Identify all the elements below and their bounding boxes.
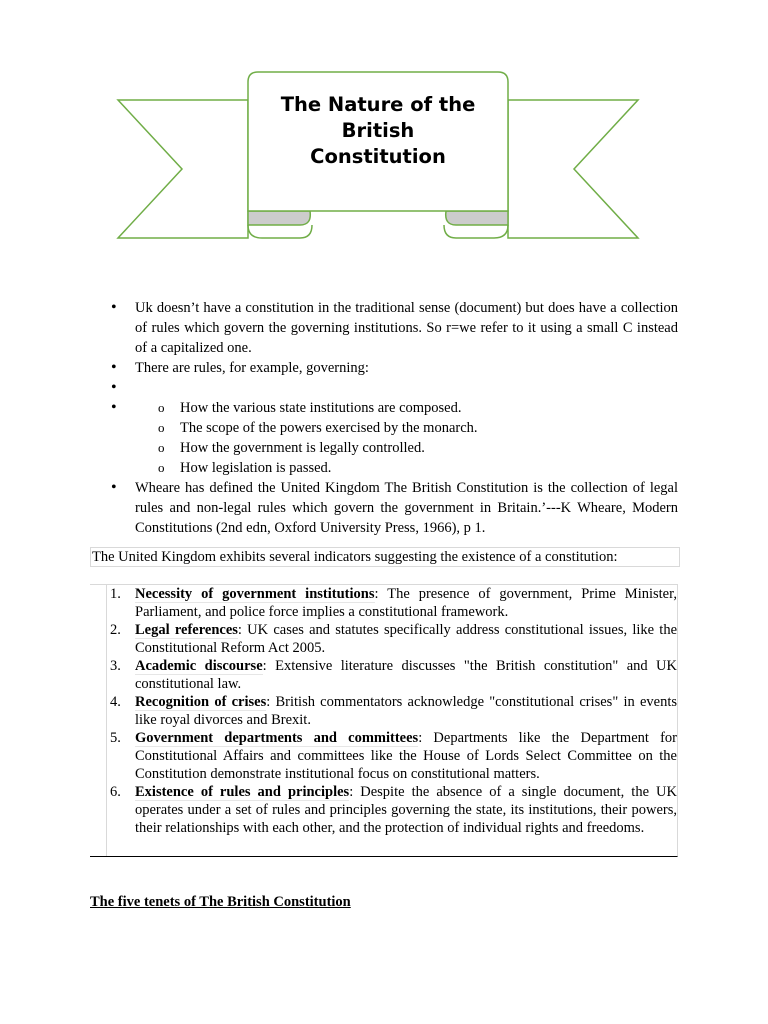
- indicators-box: [90, 584, 678, 857]
- indicator-text: : Extensive literature discusses "the British constitution" and UK constitutional law.: [135, 658, 678, 692]
- sub-bullet-list: [90, 398, 678, 478]
- indicator-term: Existence of rules and principles: [135, 784, 350, 800]
- indicator-term: Recognition of crises: [135, 694, 267, 710]
- blank-line: [90, 378, 678, 398]
- list-item: [90, 358, 678, 378]
- bullet-text: There are rules, for example, governing:: [135, 360, 369, 376]
- indicator-term: Necessity of government institutions: [135, 586, 375, 602]
- indicator-text: : Departments like the Department for Constitutional Affairs and committees like the House of Lords Select Committee on the Constitution demonstrate institutional focus on constitutional matters.: [135, 730, 677, 782]
- indicator-text: : British commentators acknowledge "constitutional crises" in events like royal divorces and Brexit.: [135, 694, 677, 728]
- item-number: 5.: [110, 730, 121, 746]
- sub-list-wrapper: [90, 398, 678, 478]
- indicators-intro: The United Kingdom exhibits several indicators suggesting the existence of a constitution:: [90, 547, 680, 567]
- item-number: 3.: [110, 658, 121, 674]
- sub-list-item: o How legislation is passed.: [90, 458, 678, 478]
- indicator-text: : The presence of government, Prime Minister, Parliament, and police force implies a constitutional framework.: [135, 586, 677, 620]
- indicator-term: Legal references: [135, 622, 238, 638]
- item-number: 1.: [110, 586, 121, 602]
- bullet-text: Uk doesn’t have a constitution in the traditional sense (document) but does have a collection of rules which govern the governing institutions. So r=we refer to it using a small C instead of a capitalized one.: [135, 300, 678, 356]
- indicator-item: [90, 693, 677, 729]
- indicator-item: [90, 585, 677, 621]
- indicator-item: [90, 783, 677, 837]
- indicator-text: : Despite the absence of a single document, the UK operates under a set of rules and principles governing the state, its institutions, their powers, their relationships with each other, and the protection of individual rights and freedoms.: [135, 784, 677, 836]
- sub-list-item: o The scope of the powers exercised by the monarch.: [90, 418, 678, 438]
- indicator-term: Academic discourse: [135, 658, 263, 674]
- list-item: [90, 478, 678, 538]
- bullet-list: [90, 298, 678, 538]
- title-line-3: Constitution: [310, 145, 446, 168]
- sub-list-item: o • How the various state institutions are composed.: [90, 398, 678, 418]
- indicator-list: [90, 585, 677, 837]
- section-heading: The five tenets of The British Constitution: [90, 894, 351, 910]
- indicator-item: [90, 657, 677, 693]
- bullet-text: Wheare has defined the United Kingdom The British Constitution is the collection of legal rules and non-legal rules which govern the government in Britain.’---K Wheare, Modern Constitutions (2nd edn, Oxford University Press, 1966), p 1.: [135, 480, 678, 536]
- sub-list-item: o How the government is legally controlled.: [90, 438, 678, 458]
- list-item: [90, 298, 678, 358]
- page-title: [250, 92, 506, 170]
- title-line-2: British: [341, 119, 415, 142]
- indicator-item: [90, 621, 677, 657]
- indicator-term: Government departments and committees: [135, 730, 419, 746]
- item-number: 6.: [110, 784, 121, 800]
- item-number: 4.: [110, 694, 121, 710]
- title-line-1: The Nature of the: [280, 93, 476, 116]
- indicator-text: : UK cases and statutes specifically address constitutional issues, like the Constitutional Reform Act 2005.: [135, 622, 678, 656]
- item-number: 2.: [110, 622, 121, 638]
- indicator-item: [90, 729, 677, 783]
